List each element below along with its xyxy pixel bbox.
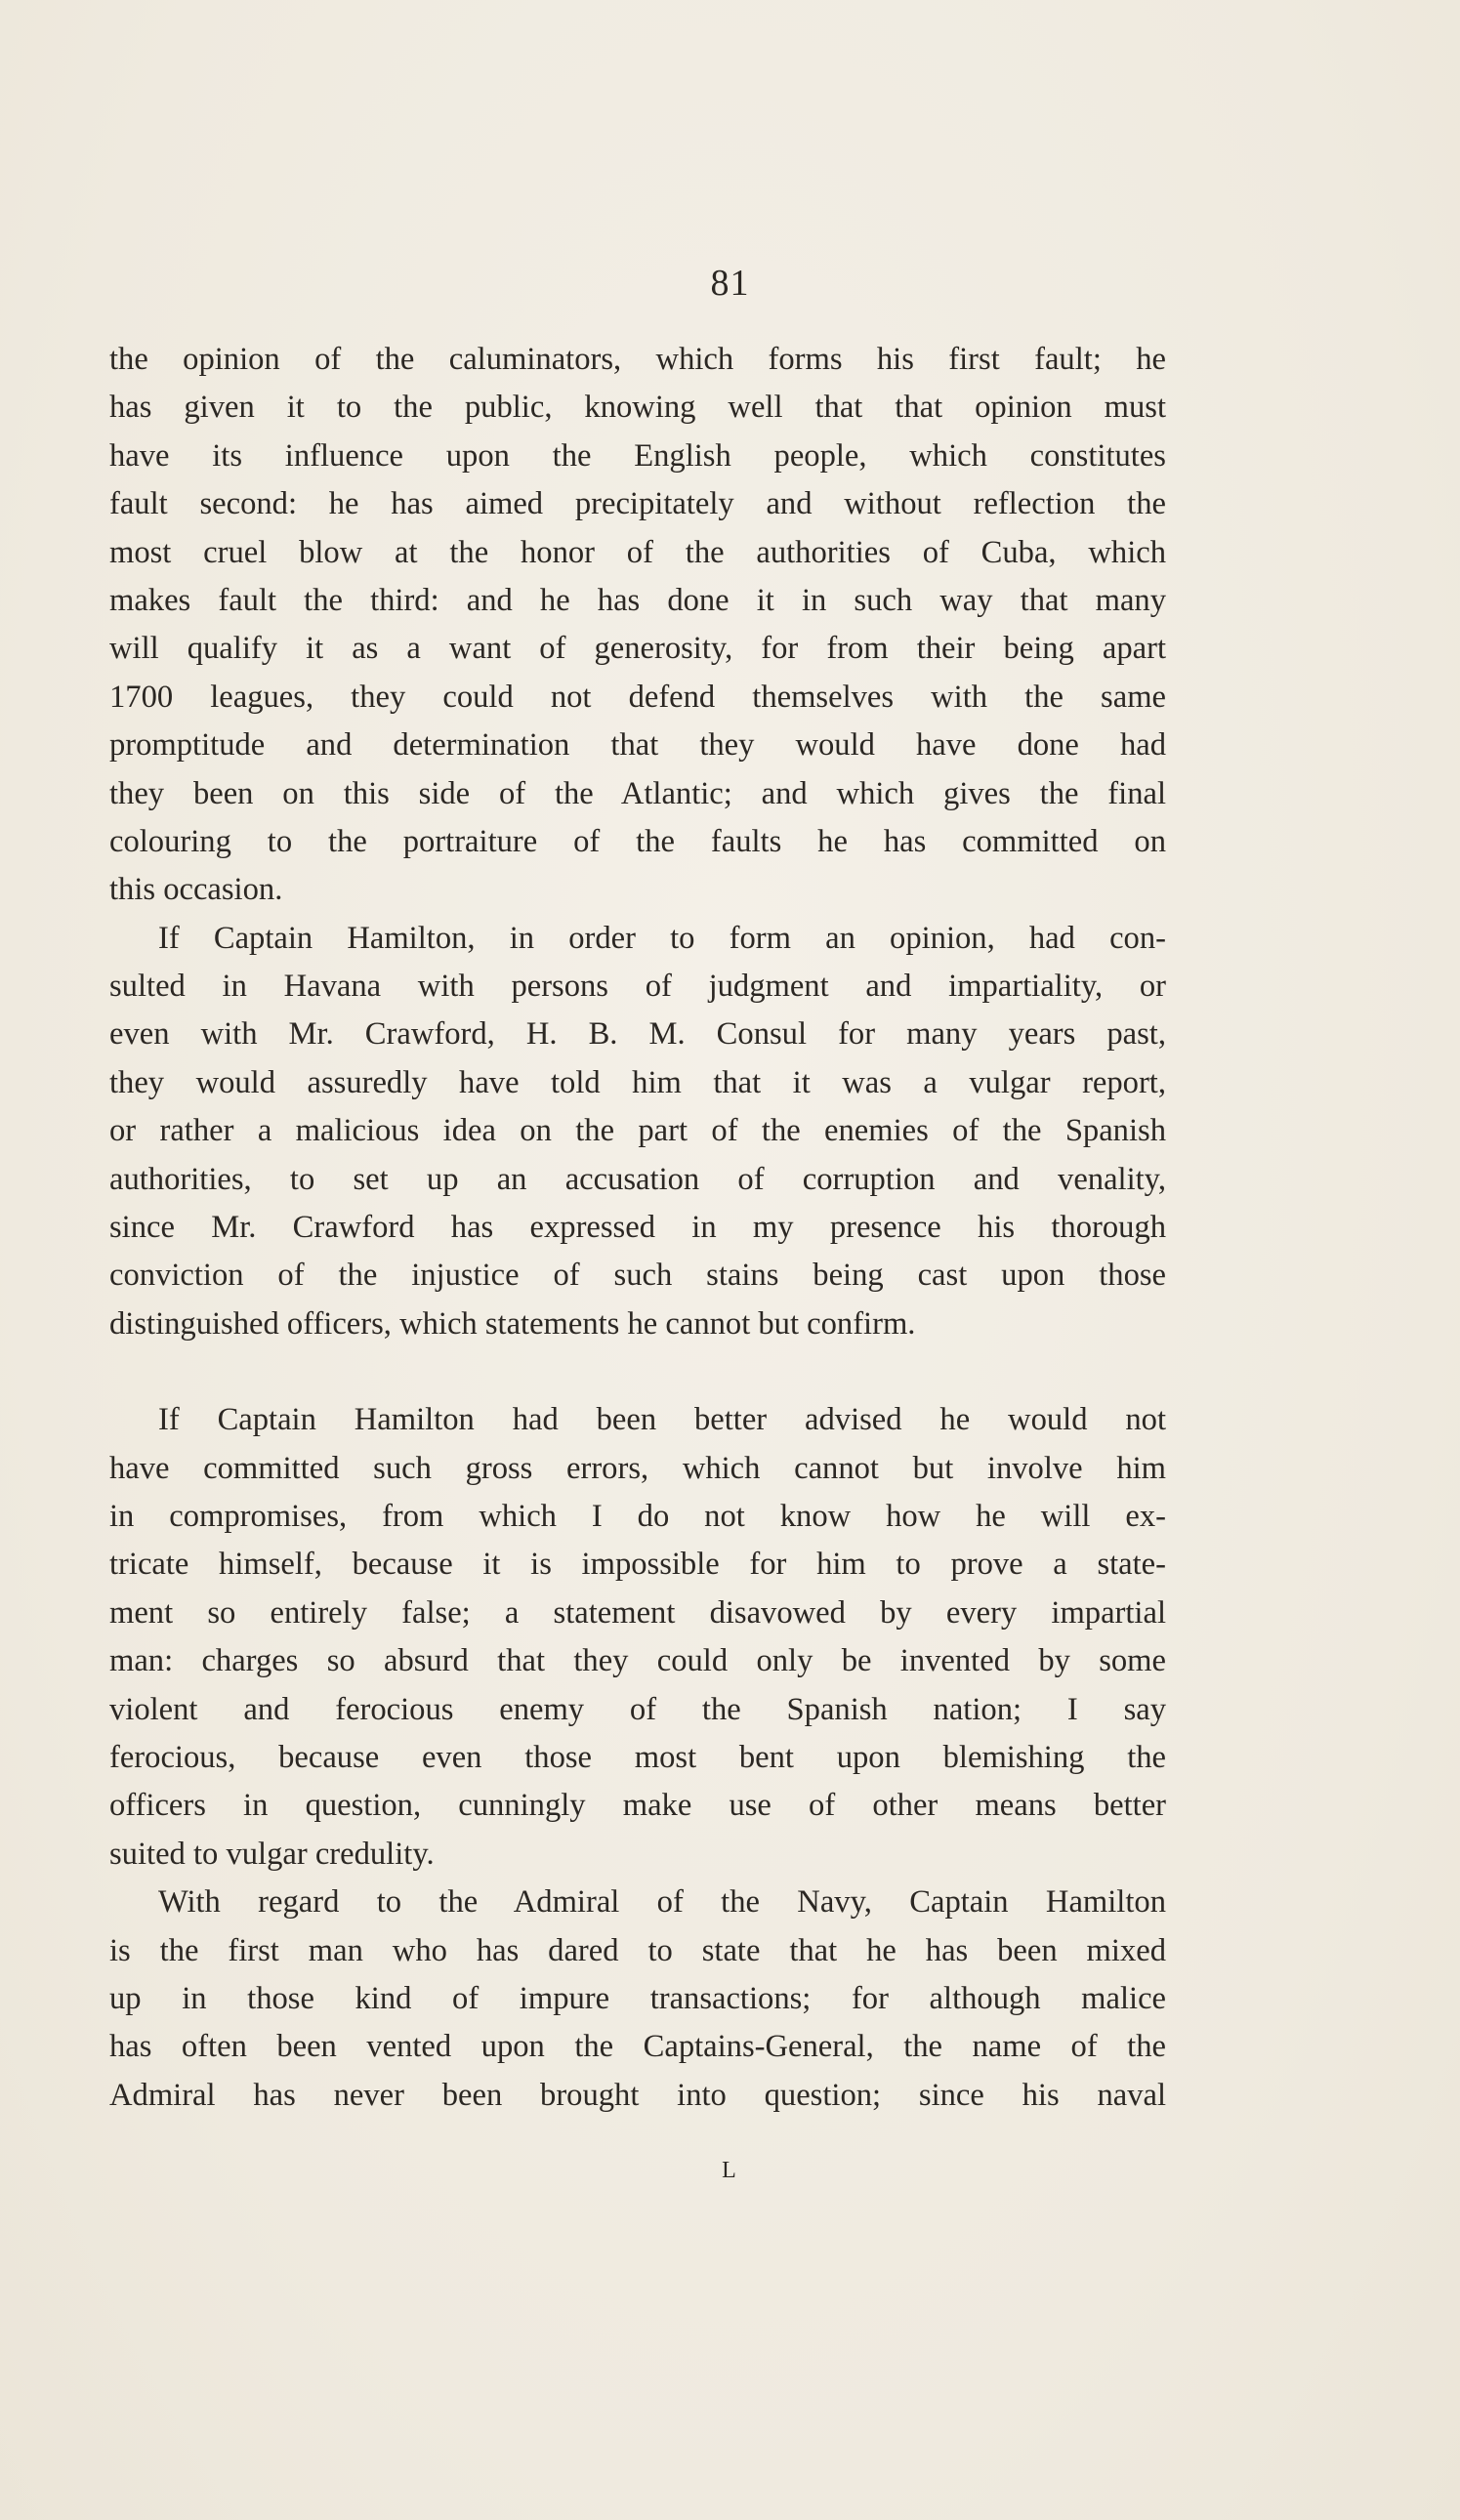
signature-mark: L <box>722 2158 738 2183</box>
text-line: ment so entirely false; a statement disavowed by every impartial <box>109 1594 1166 1631</box>
text-line: tricate himself, because it is impossible for him to prove a state- <box>109 1547 1166 1583</box>
text-line: ferocious, because even those most bent upon blemishing the <box>109 1739 1166 1775</box>
text-line: distinguished officers, which statements he cannot but confirm. <box>109 1305 916 1342</box>
text-line: is the first man who has dared to state that he has been mixed <box>109 1932 1166 1968</box>
text-line: the opinion of the caluminators, which forms his first fault; he <box>109 342 1166 377</box>
paragraph-3 <box>109 1396 1166 1879</box>
text-line: Admiral has never been brought into question; since his naval <box>109 2077 1166 2113</box>
text-line: sulted in Havana with persons of judgment and impartiality, or <box>109 969 1166 1005</box>
text-line: man: charges so absurd that they could only be invented by some <box>109 1643 1166 1679</box>
text-line: most cruel blow at the honor of the authorities of Cuba, which <box>109 534 1166 570</box>
paragraph-gap <box>109 1348 1166 1396</box>
text-line: makes fault the third: and he has done it in such way that many <box>109 582 1166 618</box>
text-line: since Mr. Crawford has expressed in my presence his thorough <box>109 1210 1166 1246</box>
text-line: authorities, to set up an accusation of corruption and venality, <box>109 1161 1166 1197</box>
text-line: has given it to the public, knowing well that that opinion must <box>109 390 1166 426</box>
text-line: or rather a malicious idea on the part of the enemies of the Spanish <box>109 1113 1166 1149</box>
paragraph-4 <box>109 1879 1166 2120</box>
paragraph-1 <box>109 336 1166 915</box>
page-number: 81 <box>710 263 750 304</box>
text-line: If Captain Hamilton, in order to form an opinion, had con- <box>158 920 1166 956</box>
text-line: colouring to the portraiture of the faults he has committed on <box>109 823 1166 859</box>
text-line: promptitude and determination that they would have done had <box>109 727 1166 764</box>
text-line: in compromises, from which I do not know how he will ex- <box>109 1498 1166 1534</box>
text-line: fault second: he has aimed precipitately and without reflection the <box>109 486 1166 522</box>
text-line: will qualify it as a want of generosity, for from their being apart <box>109 631 1166 667</box>
paragraph-2 <box>109 915 1166 1349</box>
text-line: have its influence upon the English people, which constitutes <box>109 437 1166 474</box>
text-line: even with Mr. Crawford, H. B. M. Consul for many years past, <box>109 1016 1166 1053</box>
text-line: conviction of the injustice of such stains being cast upon those <box>109 1258 1166 1294</box>
text-line: has often been vented upon the Captains-General, the name of the <box>109 2029 1166 2065</box>
text-line: this occasion. <box>109 872 283 908</box>
text-line: they would assuredly have told him that it was a vulgar report, <box>109 1064 1166 1100</box>
body-text <box>109 336 1166 2120</box>
text-line: With regard to the Admiral of the Navy, Captain Hamilton <box>158 1884 1166 1921</box>
text-line: officers in question, cunningly make use of other means better <box>109 1788 1166 1824</box>
text-line: violent and ferocious enemy of the Spanish nation; I say <box>109 1691 1166 1727</box>
text-line: suited to vulgar credulity. <box>109 1836 435 1872</box>
text-line: have committed such gross errors, which cannot but involve him <box>109 1450 1166 1486</box>
text-line: If Captain Hamilton had been better advised he would not <box>158 1402 1166 1438</box>
text-line: 1700 leagues, they could not defend themselves with the same <box>109 679 1166 715</box>
text-line: up in those kind of impure transactions; for although malice <box>109 1980 1166 2016</box>
text-line: they been on this side of the Atlantic; and which gives the final <box>109 775 1166 811</box>
